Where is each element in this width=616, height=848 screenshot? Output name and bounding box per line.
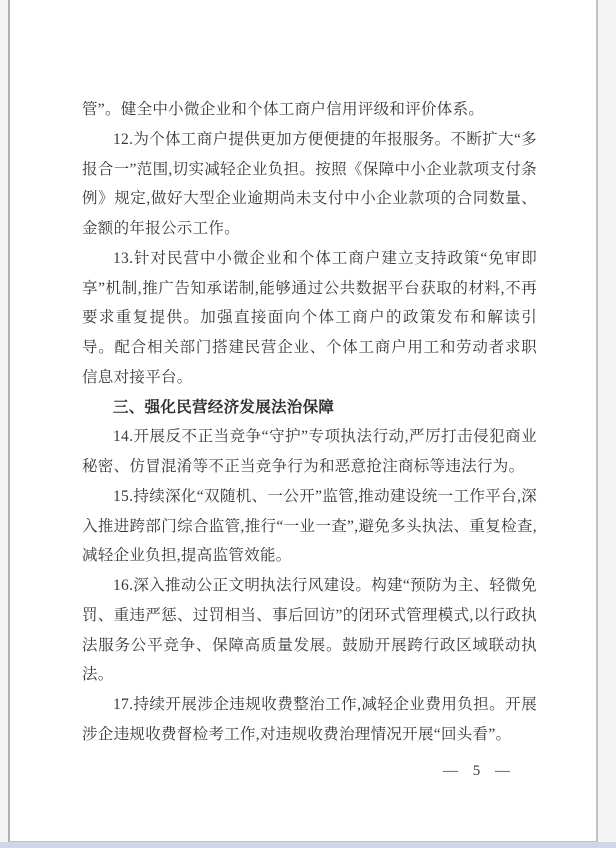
paragraph-item-12: 12.为个体工商户提供更加方便便捷的年报服务。不断扩大“多报合一”范围,切实减轻企业负担。按照《保障中小企业款项支付条例》规定,做好大型企业逾期尚未支付中小企业款项的合同数量、金额的年报公示工作。 <box>82 130 537 237</box>
paragraph-item-17: 17.持续开展涉企违规收费整治工作,减轻企业费用负担。开展涉企违规收费督检考工作,对违规收费治理情况开展“回头看”。 <box>82 696 537 743</box>
paragraph-item-13: 13.针对民营中小微企业和个体工商户建立支持政策“免审即享”机制,推广告知承诺制,能够通过公共数据平台获取的材料,不再要求重复提供。加强直接面向个体工商户的政策发布和解读引导。配合相关部门搭建民营企业、个体工商户用工和劳动者求职信息对接平台。 <box>82 249 537 386</box>
page-number: — 5 — <box>443 762 511 779</box>
scan-bottom-edge <box>0 842 616 848</box>
paragraph-item-15: 15.持续深化“双随机、一公开”监管,推动建设统一工作平台,深入推进跨部门综合监管,推行“一业一查”,避免多头执法、重复检查,减轻企业负担,提高监管效能。 <box>82 487 537 565</box>
paragraph-continuation: 管”。健全中小微企业和个体工商户信用评级和评价体系。 <box>82 101 485 118</box>
paragraph-item-16: 16.深入推动公正文明执法行风建设。构建“预防为主、轻微免罚、重违严惩、过罚相当、事后回访”的闭环式管理模式,以行政执法服务公平竞争、保障高质量发展。鼓励开展跨行政区域联动执法。 <box>82 577 537 684</box>
document-page-sheet <box>8 0 598 842</box>
section-heading-3: 三、强化民营经济发展法治保障 <box>113 398 335 416</box>
paragraph-item-14: 14.开展反不正当竞争“守护”专项执法行动,严厉打击侵犯商业秘密、仿冒混淆等不正当竞争行为和恶意抢注商标等违法行为。 <box>82 428 537 475</box>
document-body <box>82 95 537 786</box>
